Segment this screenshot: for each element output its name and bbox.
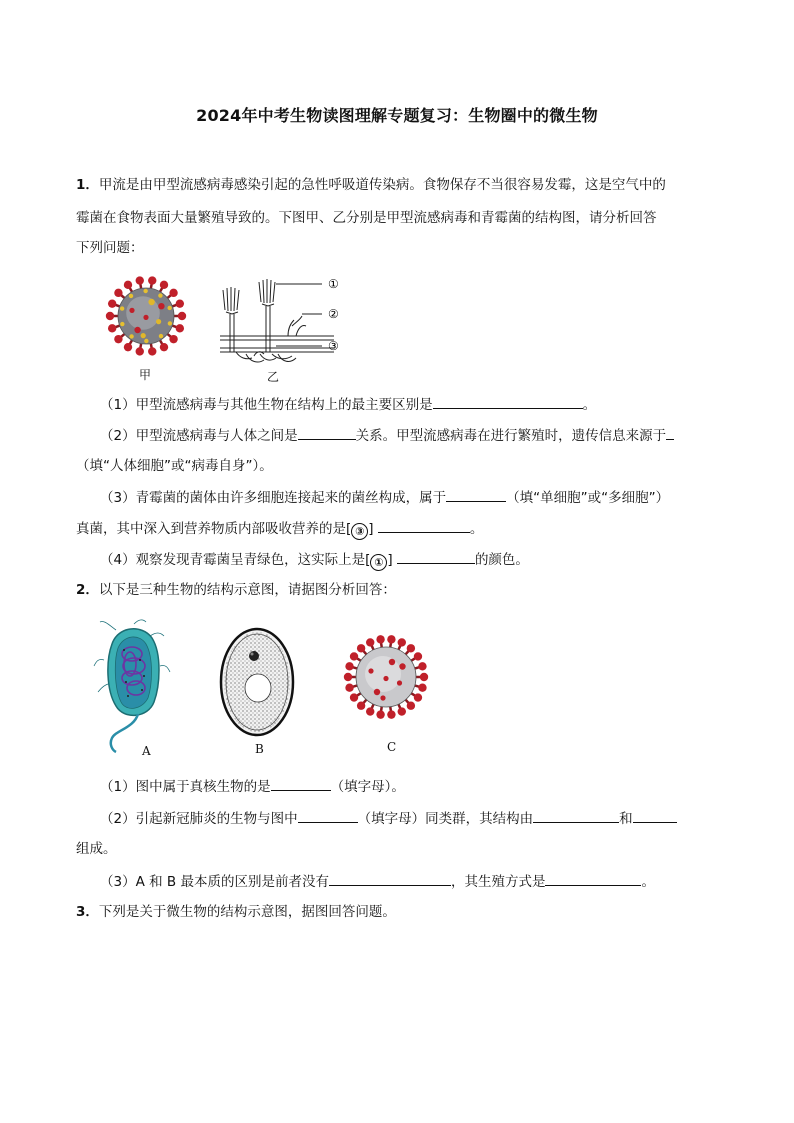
q2-sub2: （2）引起新冠肺炎的生物与图中 （填字母）同类群，其结构由 和 <box>100 808 677 829</box>
influenza-virus-image <box>98 268 196 364</box>
circled-mark-1: ① <box>370 554 387 571</box>
penicillium-diagram <box>216 274 351 366</box>
q3-text: 3．下列是关于微生物的结构示意图，据图回答问题。 <box>76 904 396 920</box>
q2-sub1: （1）图中属于真核生物的是 （填字母）。 <box>100 776 405 797</box>
fig-label-jia: 甲 <box>139 368 152 382</box>
answer-blank[interactable] <box>271 776 331 791</box>
q1-text-line2: 霉菌在食物表面大量繁殖导致的。下图甲、乙分别是甲型流感病毒和青霉菌的结构图，请分析回答 <box>76 210 657 226</box>
answer-blank[interactable] <box>533 808 619 823</box>
page-title: 2024年中考生物读图理解专题复习：生物圈中的微生物 <box>196 106 598 125</box>
q2-sub3: （3）A 和 B 最本质的区别是前者没有 ，其生殖方式是 。 <box>100 871 655 892</box>
yeast-cell-image <box>218 626 296 738</box>
answer-blank[interactable] <box>397 549 475 564</box>
q2-number: 2． <box>76 582 99 598</box>
answer-blank[interactable] <box>329 871 451 886</box>
q3-number: 3． <box>76 904 99 920</box>
penicillium-mark-1: ① <box>328 277 339 291</box>
fig-label-c: C <box>387 740 397 754</box>
answer-blank[interactable] <box>298 808 358 823</box>
fig-label-yi: 乙 <box>267 370 280 384</box>
q1-sub4: （4）观察发现青霉菌呈青绿色，这实际上是[ ① ] 的颜色。 <box>100 549 529 571</box>
penicillium-mark-2: ② <box>328 307 339 321</box>
circled-mark-3: ③ <box>351 523 368 540</box>
q1-sub2-cont: （填“人体细胞”或“病毒自身”）。 <box>76 458 273 474</box>
q1-sub3: （3）青霉菌的菌体由许多细胞连接起来的菌丝构成，属于 （填“单细胞”或“多细胞”） <box>100 487 669 508</box>
q1-text-line3: 下列问题： <box>76 240 144 256</box>
penicillium-mark-3: ③ <box>328 339 339 353</box>
q1-number: 1． <box>76 177 99 193</box>
q1-sub1: （1）甲型流感病毒与其他生物在结构上的最主要区别是 。 <box>100 394 596 415</box>
q1-text-line1: 1．甲流是由甲型流感病毒感染引起的急性呼吸道传染病。食物保存不当很容易发霉，这是空气中的 <box>76 177 666 193</box>
coronavirus-image <box>338 630 434 724</box>
q2-sub2-cont: 组成。 <box>76 841 117 857</box>
fig-label-b: B <box>255 742 264 756</box>
answer-blank[interactable] <box>633 808 677 823</box>
bacterium-image <box>94 620 170 752</box>
answer-blank[interactable] <box>545 871 641 886</box>
q1-sub3-cont: 真菌，其中深入到营养物质内部吸收营养的是[ ③ ] 。 <box>76 518 483 540</box>
answer-blank[interactable] <box>433 394 583 409</box>
answer-blank[interactable] <box>446 487 506 502</box>
answer-blank[interactable] <box>298 425 356 440</box>
q2-text: 2．以下是三种生物的结构示意图，请据图分析回答： <box>76 582 396 598</box>
fig-label-a: A <box>142 744 151 758</box>
answer-blank[interactable] <box>378 518 470 533</box>
answer-blank[interactable] <box>666 425 674 440</box>
q1-sub2: （2）甲型流感病毒与人体之间是 关系。甲型流感病毒在进行繁殖时，遗传信息来源于 <box>100 425 674 446</box>
